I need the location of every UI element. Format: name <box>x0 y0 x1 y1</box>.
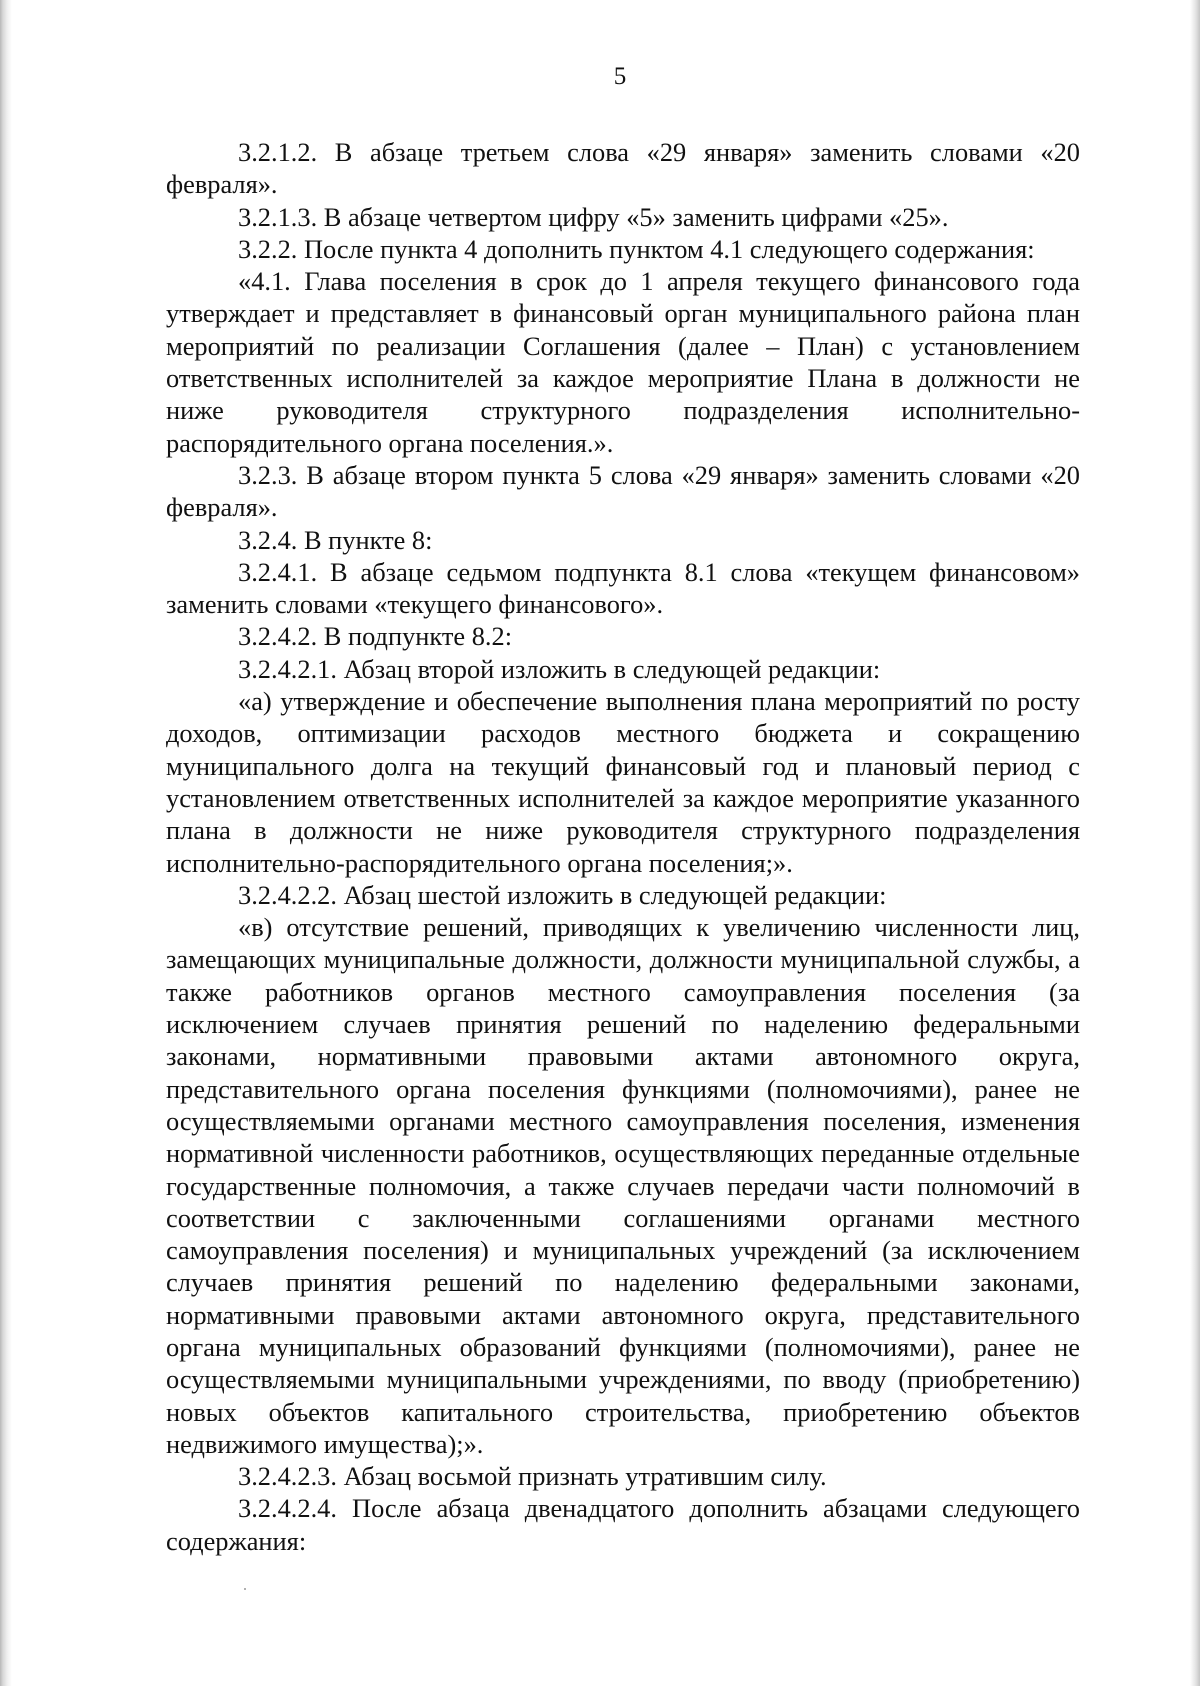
document-body <box>166 136 1080 1557</box>
paragraph-3-2-4-1: 3.2.4.1. В абзаце седьмом подпункта 8.1 слова «текущем финансовом» заменить словами «текущего финансового». <box>166 556 1080 620</box>
paragraph-quote-a: «а) утверждение и обеспечение выполнения плана мероприятий по росту доходов, оптимизации расходов местного бюджета и сокращению муниципального долга на текущий финансовый год и плановый период с установлением ответственных исполнителей за каждое мероприятие указанного плана в должности не ниже руководителя структурного подразделения исполнительно-распорядительного органа поселения;». <box>166 686 1080 878</box>
paragraph-3-2-4-2-1: 3.2.4.2.1. Абзац второй изложить в следующей редакции: <box>238 653 881 684</box>
paragraph-3-2-4-2: 3.2.4.2. В подпункте 8.2: <box>238 621 513 652</box>
paragraph-3-2-1-2: 3.2.1.2. В абзаце третьем слова «29 января» заменить словами «20 февраля». <box>166 137 1080 200</box>
paragraph-3-2-2: 3.2.2. После пункта 4 дополнить пунктом 4.1 следующего содержания: <box>238 233 1035 264</box>
page-number: 5 <box>613 63 627 90</box>
paragraph-3-2-4-2-4: 3.2.4.2.4. После абзаца двенадцатого дополнить абзацами следующего содержания: <box>166 1493 1080 1556</box>
paragraph-3-2-4-2-3: 3.2.4.2.3. Абзац восьмой признать утратившим силу. <box>238 1461 827 1492</box>
paragraph-quote-v: «в) отсутствие решений, приводящих к увеличению численности лиц, замещающих муниципальные должности, должности муниципальной службы, а также работников органов местного самоуправления поселения (за исключением случаев принятия решений по наделению федеральными законами, нормативными правовыми актами автономного округа, представительного органа поселения функциями (полномочиями), ранее не осуществляемыми органами местного самоуправления поселения, изменения нормативной численности работников, осуществляющих переданные отдельные государственные полномочия, а также случаев передачи части полномочий в соответствии с заключенными соглашениями органами местного самоуправления поселения) и муниципальных учреждений (за исключением случаев принятия решений по наделению федеральными законами, нормативными правовыми актами автономного округа, представительного органа муниципальных образований функциями (полномочиями), ранее не осуществляемыми муниципальными учреждениями, по вводу (приобретению) новых объектов капитального строительства, приобретению объектов недвижимого имущества);». <box>166 912 1080 1459</box>
paragraph-3-2-4: 3.2.4. В пункте 8: <box>238 524 433 555</box>
paragraph-quote-4-1: «4.1. Глава поселения в срок до 1 апреля текущего финансового года утверждает и представляет в финансовый орган муниципального района план мероприятий по реализации Соглашения (далее – План) с установлением ответственных исполнителей за каждое мероприятие Плана в должности не ниже руководителя структурного подразделения исполнительно-распорядительного органа поселения.». <box>166 266 1080 458</box>
paragraph-3-2-4-2-2: 3.2.4.2.2. Абзац шестой изложить в следующей редакции: <box>238 879 887 910</box>
scan-right-edge <box>1190 0 1200 1686</box>
paragraph-3-2-3: 3.2.3. В абзаце втором пункта 5 слова «29 января» заменить словами «20 февраля». <box>166 459 1080 523</box>
scan-speck <box>244 1588 246 1590</box>
scan-left-edge <box>0 0 12 1686</box>
paragraph-3-2-1-3: 3.2.1.3. В абзаце четвертом цифру «5» заменить цифрами «25». <box>238 201 949 232</box>
